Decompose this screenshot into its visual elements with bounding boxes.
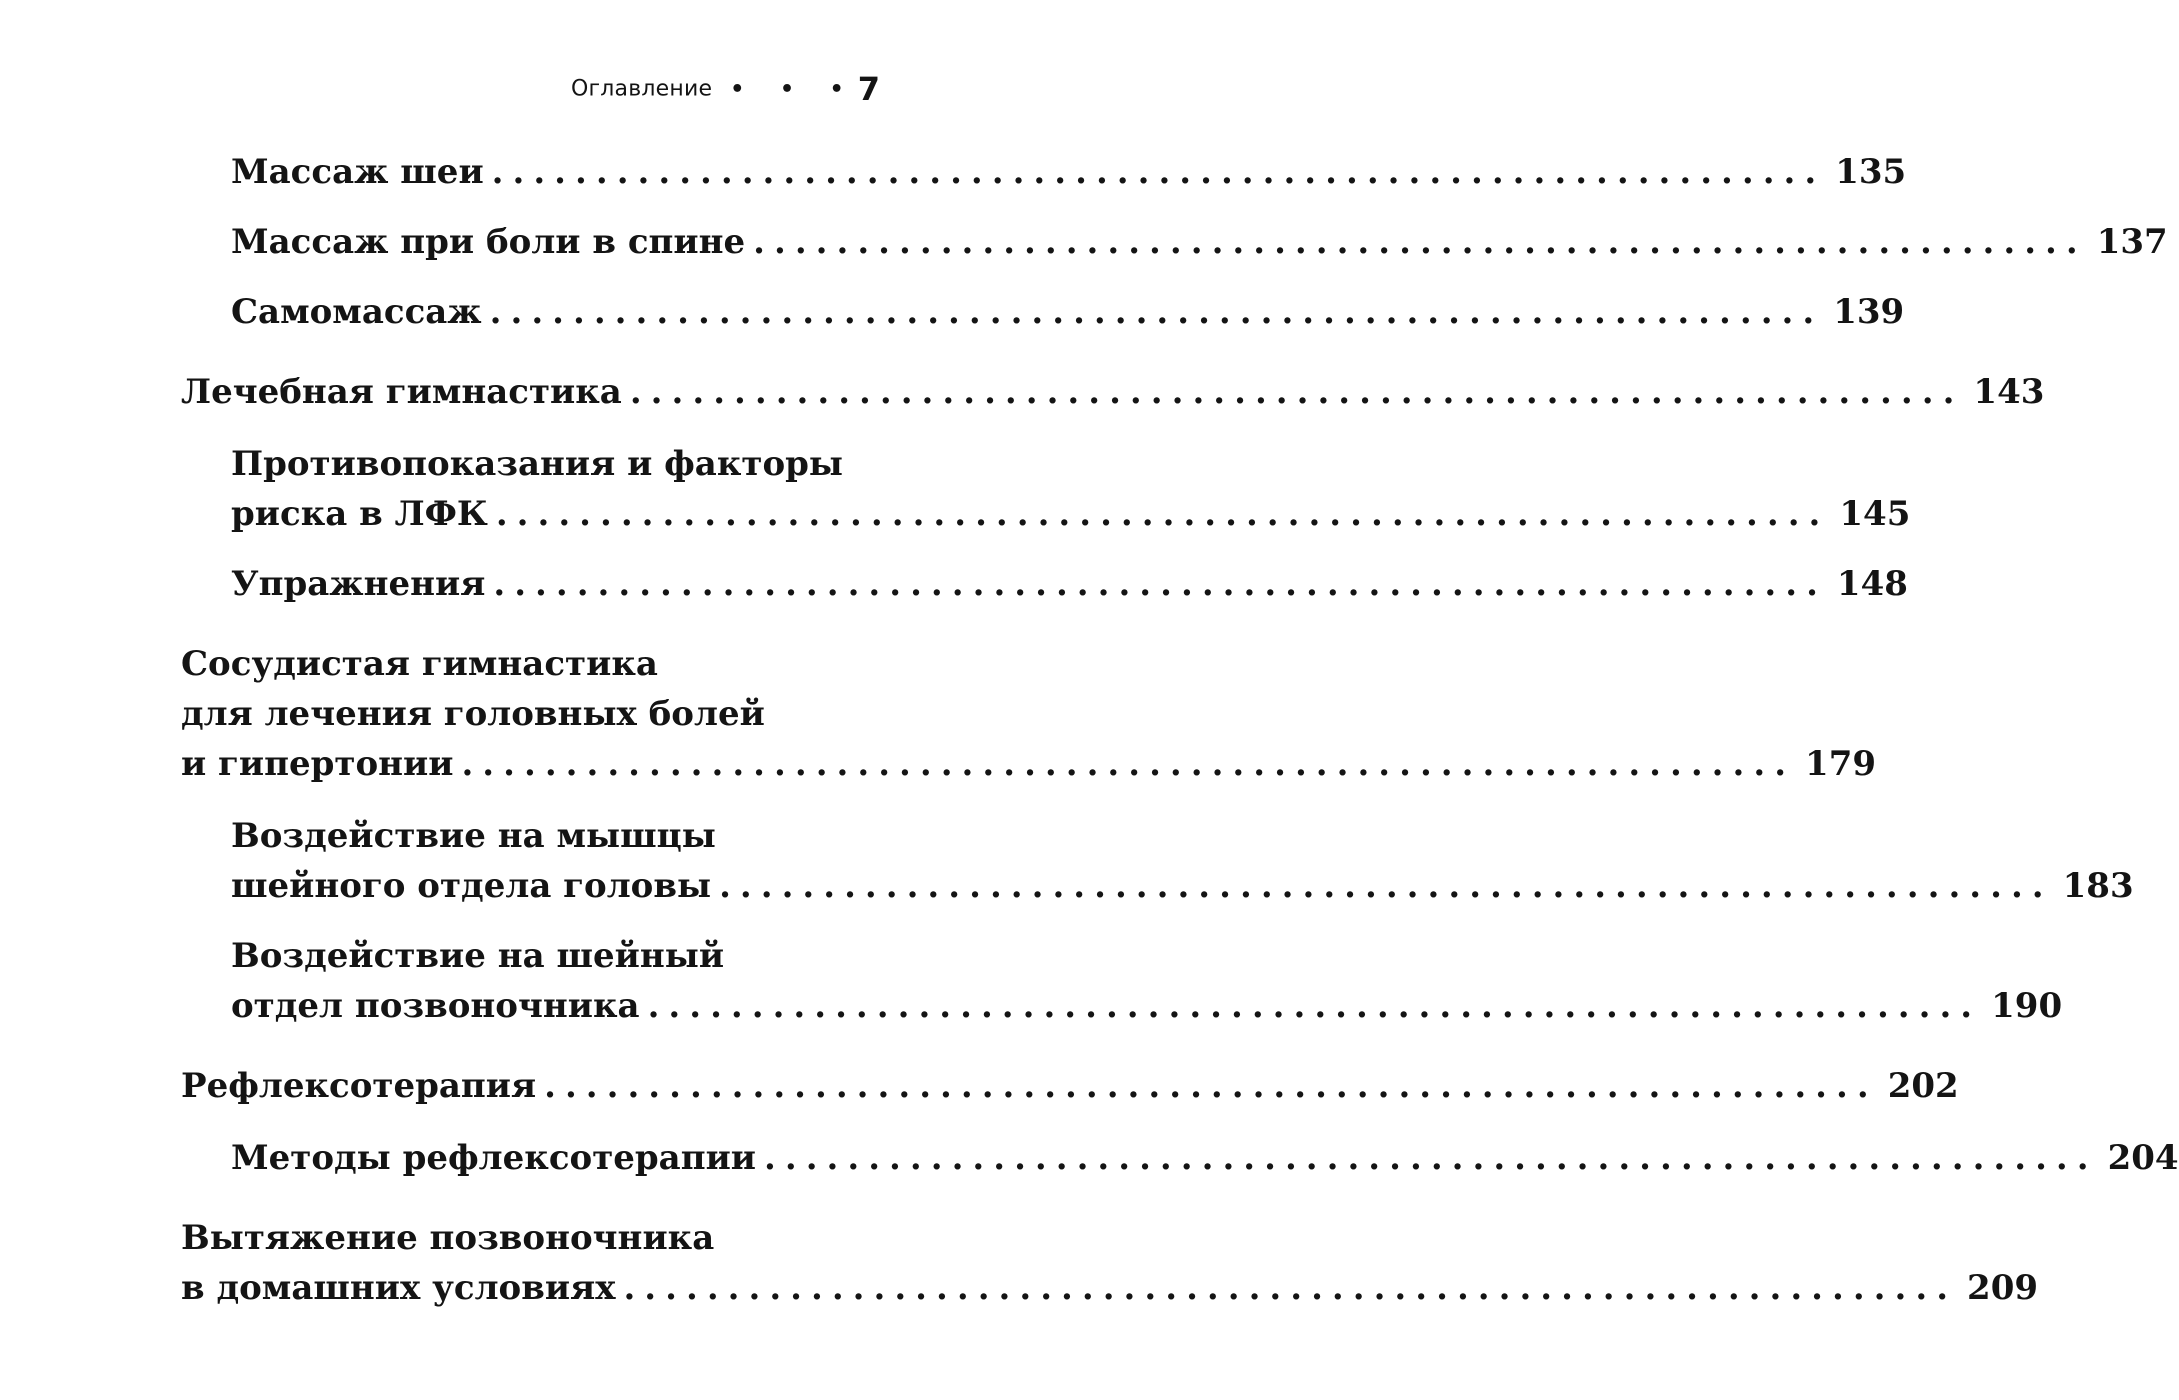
toc-entry-title: в домашних условиях [181, 1268, 616, 1308]
toc-page-number: 183 [2062, 866, 2134, 906]
toc-entry-title: Вытяжение позвоночника [181, 1218, 715, 1258]
toc-entry [181, 740, 1877, 788]
toc-dot-leader: ................................................................ [493, 564, 1827, 604]
toc-entry-title: Массаж при боли в спине [231, 222, 746, 262]
toc-entry-title: Воздействие на шейный [231, 936, 725, 976]
toc-entry-title: Противопоказания и факторы [231, 444, 843, 484]
toc-entry-continuation [231, 932, 724, 980]
toc-page-number: 202 [1887, 1066, 1959, 1106]
running-head-dots: • • • [730, 76, 858, 102]
toc-entry-title: Воздействие на мышцы [231, 816, 716, 856]
toc-dot-leader: ................................................................ [629, 372, 1964, 412]
toc-dot-leader: ................................................................ [461, 744, 1796, 784]
toc-dot-leader: ................................................................ [647, 986, 1982, 1026]
toc-entry [231, 862, 2134, 910]
toc-page-number: 179 [1805, 744, 1877, 784]
toc-entry [231, 148, 1907, 196]
toc-entry-continuation [181, 640, 658, 688]
toc-entry-title: Самомассаж [231, 292, 482, 332]
toc-entry [231, 560, 1908, 608]
toc-dot-leader: ................................................................ [753, 222, 2087, 262]
toc-entry-continuation [231, 812, 716, 860]
toc-dot-leader: ................................................................ [544, 1066, 1878, 1106]
toc-page-number: 139 [1833, 292, 1905, 332]
toc-entry-title: Упражнения [231, 564, 486, 604]
toc-dot-leader: ................................................................ [491, 152, 1826, 192]
toc-entry-title: шейного отдела головы [231, 866, 712, 906]
toc-entry [181, 1264, 2039, 1312]
toc-entry-continuation [181, 1214, 714, 1262]
toc-page-number: 209 [1967, 1268, 2039, 1308]
toc-dot-leader: ................................................................ [495, 494, 1830, 534]
toc-dot-leader: ................................................................ [489, 292, 1824, 332]
toc-page-number: 145 [1839, 494, 1911, 534]
toc-entry [181, 368, 2045, 416]
toc-entry-title: Сосудистая гимнастика [181, 644, 658, 684]
toc-entry-title: и гипертонии [181, 744, 454, 784]
toc-entry-title: Методы рефлексотерапии [231, 1138, 757, 1178]
toc-entry [231, 1134, 2179, 1182]
toc-entry [231, 982, 2063, 1030]
toc-dot-leader: ................................................................ [623, 1268, 1958, 1308]
toc-entry-continuation [231, 440, 843, 488]
toc-page-number: 143 [1973, 372, 2045, 412]
toc-page-number: 148 [1836, 564, 1908, 604]
toc-page-number: 135 [1835, 152, 1907, 192]
toc-page-number: 137 [2096, 222, 2168, 262]
toc-page-number: 204 [2107, 1138, 2179, 1178]
toc-dot-leader: ................................................................ [764, 1138, 2098, 1178]
toc-entry-title: отдел позвоночника [231, 986, 640, 1026]
running-head-title: Оглавление [571, 76, 713, 102]
toc-entry-title: Рефлексотерапия [181, 1066, 537, 1106]
toc-entry [231, 490, 1911, 538]
toc-entry [181, 1062, 1959, 1110]
toc-entry [231, 288, 1905, 336]
toc-dot-leader: ................................................................ [719, 866, 2053, 906]
toc-entry-title: риска в ЛФК [231, 494, 488, 534]
toc-entry-title: Массаж шеи [231, 152, 484, 192]
toc-page-number: 190 [1991, 986, 2063, 1026]
toc-entry-title: для лечения головных болей [181, 694, 765, 734]
toc-entry-title: Лечебная гимнастика [181, 372, 622, 412]
toc-entry-continuation [181, 690, 765, 738]
toc-entry [231, 218, 2168, 266]
page-number: 7 [857, 70, 880, 108]
